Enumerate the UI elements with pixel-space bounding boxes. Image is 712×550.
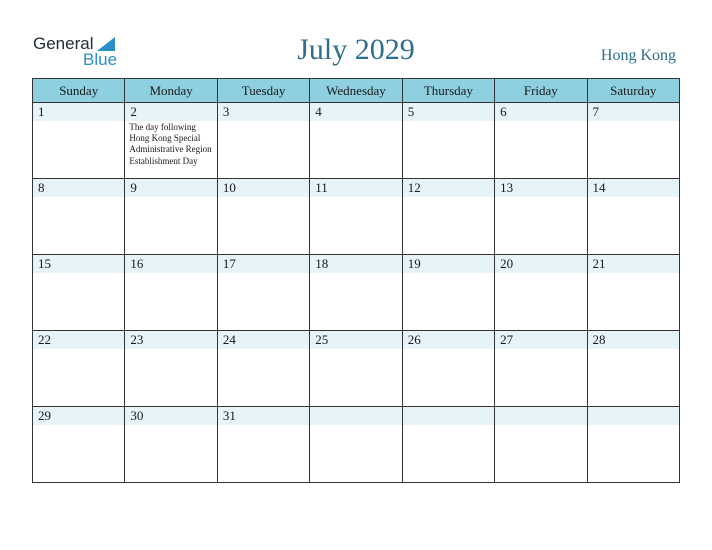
- day-number: 2: [130, 104, 137, 119]
- day-header-band: [33, 179, 124, 197]
- day-cell: [587, 407, 679, 483]
- day-cell: [33, 331, 125, 407]
- day-number: 25: [315, 332, 329, 347]
- day-header-band: [588, 407, 679, 425]
- logo-text-blue: Blue: [83, 50, 118, 69]
- day-cell: [310, 179, 402, 255]
- weekday-header: Thursday: [402, 79, 494, 103]
- day-number: 21: [592, 256, 606, 271]
- day-cell: [310, 407, 402, 483]
- day-cell: [33, 255, 125, 331]
- day-number: 30: [130, 408, 144, 423]
- day-header-band: [495, 407, 586, 425]
- day-number: 14: [592, 180, 606, 195]
- day-number: 16: [130, 256, 144, 271]
- day-cell: [125, 179, 217, 255]
- day-number: 22: [38, 332, 51, 347]
- day-cell: [310, 331, 402, 407]
- day-cell: [495, 407, 587, 483]
- day-cell: [33, 103, 125, 179]
- weekday-header: Monday: [125, 79, 217, 103]
- day-header-band: [33, 103, 124, 121]
- weekday-header: Friday: [495, 79, 587, 103]
- day-number: 23: [130, 332, 144, 347]
- day-header-band: [218, 103, 309, 121]
- day-cell: [217, 407, 309, 483]
- holiday-note: The day following Hong Kong Special Administrative Region Establishment Day: [129, 122, 212, 166]
- day-cell: [495, 103, 587, 179]
- day-header-band: [495, 103, 586, 121]
- day-cell: [402, 331, 494, 407]
- weekday-header: Saturday: [587, 79, 679, 103]
- day-cell: [587, 103, 679, 179]
- day-cell: [217, 179, 309, 255]
- day-number: 26: [407, 332, 421, 347]
- day-cell: [587, 331, 679, 407]
- day-number: 7: [592, 104, 600, 119]
- day-number: 6: [500, 104, 507, 119]
- day-cell: [495, 255, 587, 331]
- day-number: 19: [407, 256, 421, 271]
- day-number: 24: [222, 332, 236, 347]
- day-cell: [495, 331, 587, 407]
- month-grid: [32, 78, 680, 483]
- day-cell: [495, 179, 587, 255]
- day-number: 29: [38, 408, 51, 423]
- day-header-band: [588, 103, 679, 121]
- page-title: July 2029: [297, 33, 415, 66]
- day-number: 5: [407, 104, 415, 119]
- day-cell: [402, 407, 494, 483]
- day-cell: [587, 179, 679, 255]
- day-header-band: [403, 407, 494, 425]
- weekday-header: Tuesday: [217, 79, 309, 103]
- day-cell: [402, 103, 494, 179]
- day-number: 17: [222, 256, 236, 271]
- day-cell: [217, 103, 309, 179]
- day-number: 27: [500, 332, 514, 347]
- week-row: [33, 179, 680, 255]
- week-row: [33, 331, 680, 407]
- day-number: 4: [315, 104, 322, 119]
- day-number: 31: [222, 408, 236, 423]
- day-cell: [125, 103, 217, 179]
- day-number: 15: [38, 256, 51, 271]
- day-number: 9: [130, 180, 137, 195]
- day-number: 28: [592, 332, 606, 347]
- day-header-band: [403, 103, 494, 121]
- day-cell: [217, 331, 309, 407]
- day-number: 12: [407, 180, 421, 195]
- day-cell: [310, 103, 402, 179]
- weekday-header: Sunday: [33, 79, 125, 103]
- day-header-band: [310, 103, 401, 121]
- region-label: Hong Kong: [600, 47, 676, 64]
- day-cell: [33, 179, 125, 255]
- weekday-header-row: [33, 79, 680, 103]
- week-row: [33, 255, 680, 331]
- day-cell: [125, 255, 217, 331]
- day-cell: [125, 407, 217, 483]
- day-number: 18: [315, 256, 329, 271]
- day-number: 20: [500, 256, 514, 271]
- day-cell: [125, 331, 217, 407]
- day-number: 13: [500, 180, 514, 195]
- day-cell: [587, 255, 679, 331]
- day-header-band: [125, 103, 216, 121]
- logo-text-general: General: [33, 34, 94, 53]
- day-number: 11: [315, 180, 328, 195]
- day-cell: [33, 407, 125, 483]
- weekday-header: Wednesday: [310, 79, 402, 103]
- day-number: 3: [222, 104, 230, 119]
- day-cell: [310, 255, 402, 331]
- week-row: [33, 103, 680, 179]
- day-cell: [217, 255, 309, 331]
- week-row: [33, 407, 680, 483]
- day-header-band: [310, 407, 401, 425]
- day-cell: [402, 179, 494, 255]
- day-number: 8: [38, 180, 45, 195]
- day-number: 1: [38, 104, 45, 119]
- day-header-band: [125, 179, 216, 197]
- day-cell: [402, 255, 494, 331]
- day-number: 10: [222, 180, 236, 195]
